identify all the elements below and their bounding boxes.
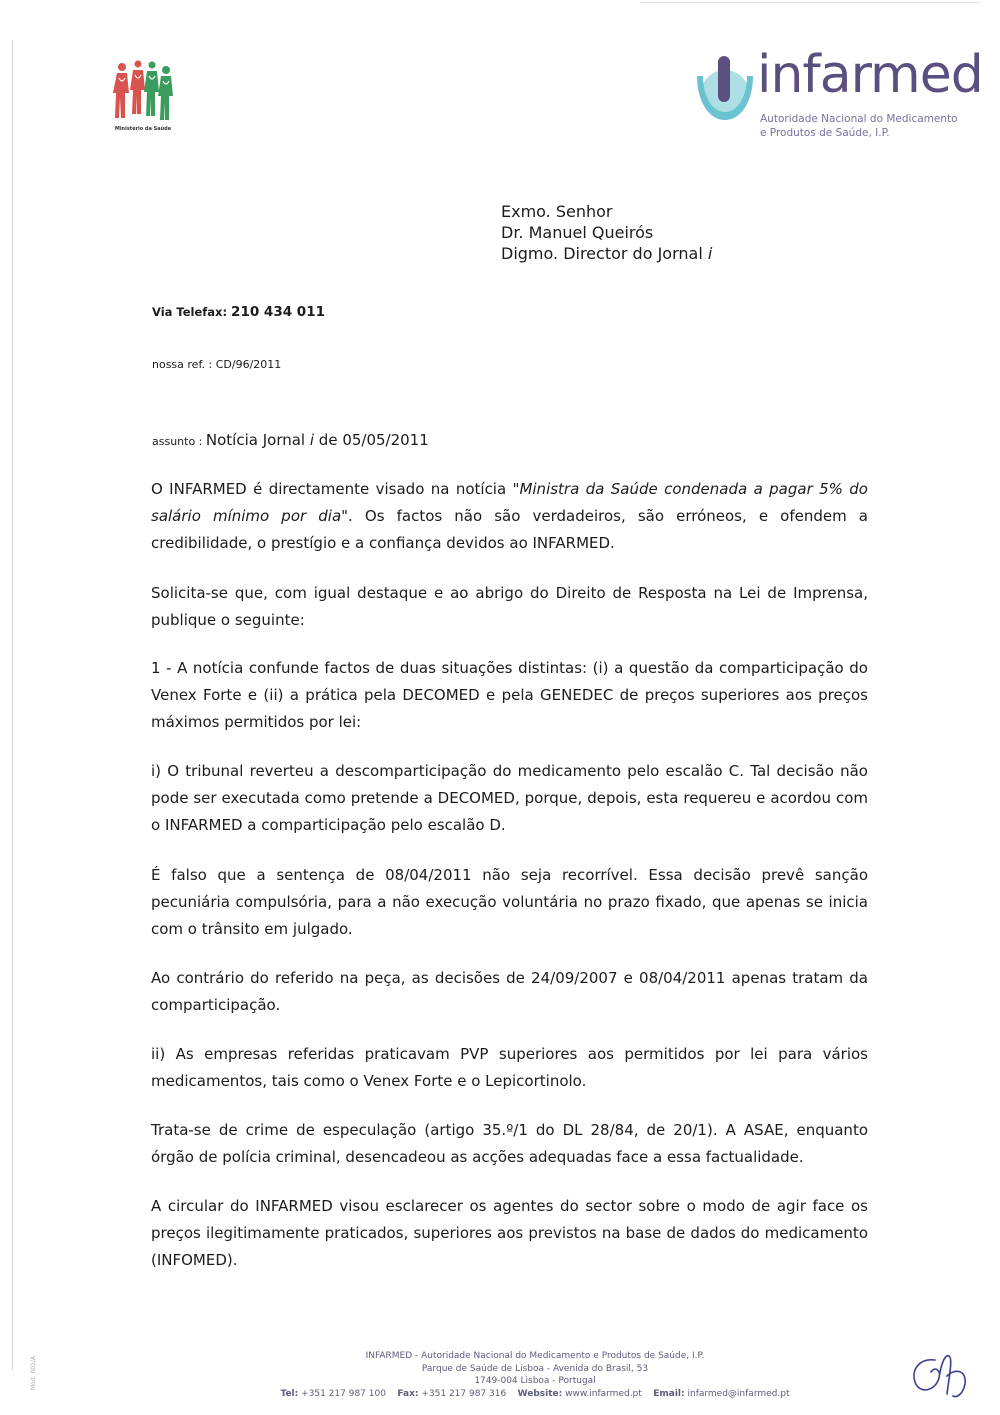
infarmed-mark-icon bbox=[694, 52, 756, 124]
body-paragraph-9 bbox=[151, 1193, 868, 1274]
addressee-name: Dr. Manuel Queirós bbox=[501, 223, 654, 242]
p2-text: Solicita-se que, com igual destaque e ao abrigo do Direito de Resposta na Lei de Imprensa, publique o seguinte: bbox=[151, 584, 868, 629]
addressee-salutation: Exmo. Senhor bbox=[501, 202, 613, 221]
infarmed-logo bbox=[694, 45, 983, 147]
newspaper-name: i bbox=[707, 244, 713, 263]
letter-footer bbox=[250, 1350, 820, 1400]
top-edge-line bbox=[640, 2, 980, 3]
footer-fax-label: Fax: bbox=[397, 1388, 419, 1399]
footer-fax: +351 217 987 316 bbox=[418, 1388, 507, 1399]
footer-website[interactable]: www.infarmed.pt bbox=[562, 1388, 642, 1399]
body-paragraph-3 bbox=[151, 655, 868, 736]
form-code: Mod. 001/A bbox=[30, 1355, 37, 1390]
subject-line bbox=[152, 430, 429, 449]
p3-text: 1 - A notícia confunde factos de duas situações distintas: (i) a questão da comparticipação do Venex Forte e (ii) a prática pela DECOMED e pela GENEDEC de preços superiores aos preços máximos permitidos por lei: bbox=[151, 659, 868, 731]
p8-text: Trata-se de crime de especulação (artigo 35.º/1 do DL 28/84, de 20/1). A ASAE, enquanto órgão de polícia criminal, desencadeou as acções adequadas face a essa factualidade. bbox=[151, 1121, 868, 1166]
fax-label: Via Telefax: bbox=[152, 305, 232, 319]
subject-text-italic: i bbox=[309, 431, 315, 449]
subject-label: assunto : bbox=[152, 435, 206, 448]
footer-postal: 1749-004 Lisboa - Portugal bbox=[474, 1376, 596, 1386]
subject-text-a: Notícia Jornal bbox=[205, 431, 310, 449]
left-edge-line bbox=[12, 40, 13, 1370]
p1-intro: O INFARMED é directamente visado na notícia bbox=[151, 480, 513, 498]
reference-label: nossa ref. : bbox=[152, 358, 216, 371]
body-paragraph-5 bbox=[151, 862, 868, 943]
reference-value: CD/96/2011 bbox=[215, 358, 282, 371]
infarmed-subtitle-line-1: Autoridade Nacional do Medicamento bbox=[760, 113, 958, 125]
addressee-title bbox=[501, 243, 712, 264]
p6-text: Ao contrário do referido na peça, as decisões de 24/09/2007 e 08/04/2011 apenas tratam da comparticipação. bbox=[151, 969, 868, 1014]
p7-text: ii) As empresas referidas praticavam PVP superiores aos permitidos por lei para vários medicamentos, tais como o Venex Forte e o Lepicortinolo. bbox=[151, 1045, 868, 1090]
footer-email[interactable]: infarmed@infarmed.pt bbox=[684, 1388, 790, 1399]
infarmed-wordmark: infarmed bbox=[757, 45, 983, 105]
handwritten-initials-icon bbox=[905, 1348, 975, 1403]
footer-tel-label: Tel: bbox=[280, 1388, 299, 1399]
p9-text: A circular do INFARMED visou esclarecer os agentes do sector sobre o modo de agir face os preços ilegitimamente praticados, superiores aos previstos na base de dados do medicamento (INFOMED). bbox=[151, 1197, 868, 1269]
body-paragraph-2 bbox=[151, 580, 868, 634]
ministry-logo bbox=[108, 58, 178, 138]
footer-web-label: Website: bbox=[517, 1388, 563, 1399]
addressee-title-text: Digmo. Director do Jornal bbox=[501, 244, 708, 263]
subject-text-b: de 05/05/2011 bbox=[314, 431, 429, 449]
ministry-label: Ministério da Saúde bbox=[114, 126, 172, 132]
footer-org-name: INFARMED - Autoridade Nacional do Medicamento e Produtos de Saúde, I.P. bbox=[365, 1351, 705, 1361]
infarmed-subtitle bbox=[760, 112, 958, 140]
body-paragraph-6 bbox=[151, 965, 868, 1019]
p1-rest: . Os factos não são verdadeiros, são erróneos, e ofendem a credibilidade, o prestígio e a confiança devidos ao INFARMED. bbox=[151, 507, 868, 552]
p1-headline-quote: "Ministra da Saúde condenada a pagar 5% do salário mínimo por dia" bbox=[151, 480, 868, 525]
footer-email-label: Email: bbox=[653, 1388, 685, 1399]
addressee-block bbox=[501, 201, 712, 264]
body-paragraph-8 bbox=[151, 1117, 868, 1171]
reference-line bbox=[152, 358, 281, 371]
infarmed-subtitle-line-2: e Produtos de Saúde, I.P. bbox=[760, 127, 890, 139]
fax-number: 210 434 011 bbox=[231, 304, 325, 320]
ministry-figures-icon bbox=[108, 58, 178, 124]
fax-line bbox=[152, 304, 325, 320]
body-paragraph-7 bbox=[151, 1041, 868, 1095]
p4-text: i) O tribunal reverteu a descomparticipação do medicamento pelo escalão C. Tal decisão não pode ser executada como pretende a DECOMED, porque, depois, esta requereu e acordou com o INFARMED a comparticipação pelo escalão D. bbox=[151, 762, 868, 834]
footer-contacts bbox=[250, 1388, 820, 1401]
body-paragraph-1 bbox=[151, 476, 868, 557]
p5-text: É falso que a sentença de 08/04/2011 não seja recorrível. Essa decisão prevê sanção pecuniária compulsória, para a não execução voluntária no prazo fixado, que apenas se inicia com o trânsito em julgado. bbox=[151, 866, 868, 938]
footer-tel: +351 217 987 100 bbox=[298, 1388, 386, 1399]
body-paragraph-4 bbox=[151, 758, 868, 839]
footer-address: Parque de Saúde de Lisboa - Avenida do Brasil, 53 bbox=[421, 1363, 649, 1374]
